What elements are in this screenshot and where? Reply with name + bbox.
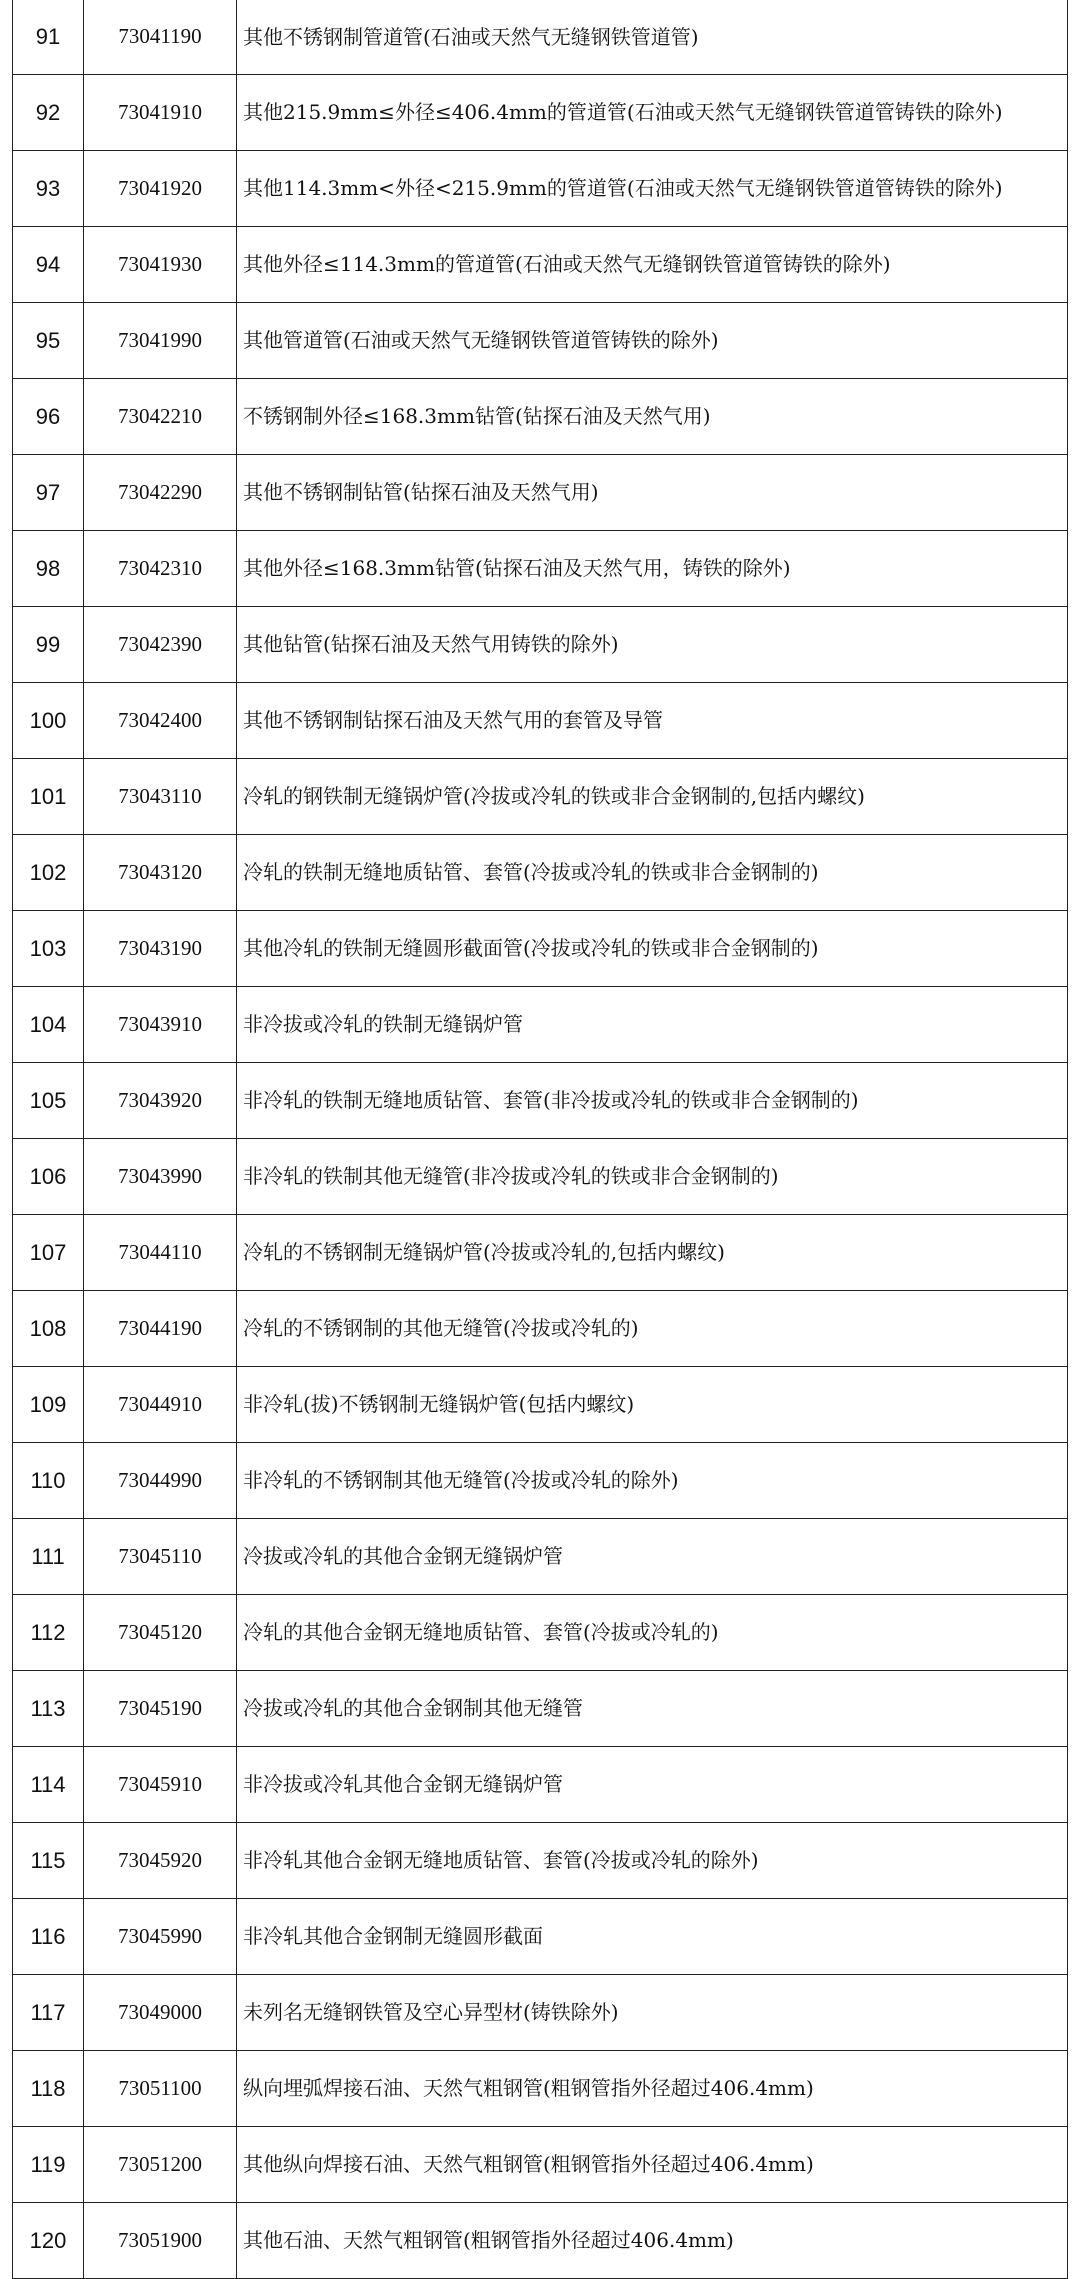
hs-code-cell: 73041990 [84, 303, 237, 379]
table-row [13, 531, 1068, 607]
description-cell: 非冷轧(拔)不锈钢制无缝锅炉管(包括内螺纹) [237, 1367, 1068, 1443]
row-number-cell: 107 [13, 1215, 84, 1291]
description-cell: 不锈钢制外径≤168.3mm钻管(钻探石油及天然气用) [237, 379, 1068, 455]
table-row [13, 0, 1068, 75]
row-number-cell: 93 [13, 151, 84, 227]
description-cell: 冷拔或冷轧的其他合金钢无缝锅炉管 [237, 1519, 1068, 1595]
table-row [13, 1139, 1068, 1215]
table-row [13, 227, 1068, 303]
hs-code-cell: 73042400 [84, 683, 237, 759]
row-number-cell: 115 [13, 1823, 84, 1899]
hs-code-cell: 73045120 [84, 1595, 237, 1671]
description-cell: 非冷轧的铁制其他无缝管(非冷拔或冷轧的铁或非合金钢制的) [237, 1139, 1068, 1215]
hs-code-cell: 73041930 [84, 227, 237, 303]
hs-code-cell: 73045990 [84, 1899, 237, 1975]
hs-code-cell: 73042390 [84, 607, 237, 683]
description-cell: 其他钻管(钻探石油及天然气用铸铁的除外) [237, 607, 1068, 683]
row-number-cell: 119 [13, 2127, 84, 2203]
table-row [13, 455, 1068, 531]
row-number-cell: 100 [13, 683, 84, 759]
table-row [13, 303, 1068, 379]
row-number-cell: 96 [13, 379, 84, 455]
hs-code-cell: 73042210 [84, 379, 237, 455]
hs-code-cell: 73044190 [84, 1291, 237, 1367]
description-cell: 其他冷轧的铁制无缝圆形截面管(冷拔或冷轧的铁或非合金钢制的) [237, 911, 1068, 987]
table-row [13, 1747, 1068, 1823]
hs-code-cell: 73045110 [84, 1519, 237, 1595]
table-row [13, 379, 1068, 455]
row-number-cell: 120 [13, 2203, 84, 2279]
description-cell: 冷轧的钢铁制无缝锅炉管(冷拔或冷轧的铁或非合金钢制的,包括内螺纹) [237, 759, 1068, 835]
table-row [13, 1291, 1068, 1367]
description-cell: 冷轧的不锈钢制的其他无缝管(冷拔或冷轧的) [237, 1291, 1068, 1367]
hs-code-cell: 73041920 [84, 151, 237, 227]
hs-code-cell: 73051100 [84, 2051, 237, 2127]
hs-code-cell: 73045920 [84, 1823, 237, 1899]
description-cell: 其他外径≤168.3mm钻管(钻探石油及天然气用，铸铁的除外) [237, 531, 1068, 607]
hs-code-cell: 73045190 [84, 1671, 237, 1747]
description-cell: 其他114.3mm<外径<215.9mm的管道管(石油或天然气无缝钢铁管道管铸铁的除外) [237, 151, 1068, 227]
description-cell: 非冷拔或冷轧其他合金钢无缝锅炉管 [237, 1747, 1068, 1823]
table-row [13, 2127, 1068, 2203]
row-number-cell: 105 [13, 1063, 84, 1139]
hs-code-cell: 73041190 [84, 0, 237, 75]
description-cell: 冷轧的不锈钢制无缝锅炉管(冷拔或冷轧的,包括内螺纹) [237, 1215, 1068, 1291]
hs-code-cell: 73041910 [84, 75, 237, 151]
row-number-cell: 103 [13, 911, 84, 987]
hs-code-cell: 73044990 [84, 1443, 237, 1519]
row-number-cell: 113 [13, 1671, 84, 1747]
description-cell: 其他215.9mm≤外径≤406.4mm的管道管(石油或天然气无缝钢铁管道管铸铁的除外) [237, 75, 1068, 151]
description-cell: 其他管道管(石油或天然气无缝钢铁管道管铸铁的除外) [237, 303, 1068, 379]
row-number-cell: 112 [13, 1595, 84, 1671]
hs-code-cell: 73045910 [84, 1747, 237, 1823]
description-cell: 冷拔或冷轧的其他合金钢制其他无缝管 [237, 1671, 1068, 1747]
table-row [13, 1975, 1068, 2051]
table-row [13, 2051, 1068, 2127]
description-cell: 其他外径≤114.3mm的管道管(石油或天然气无缝钢铁管道管铸铁的除外) [237, 227, 1068, 303]
table-row [13, 759, 1068, 835]
description-cell: 其他石油、天然气粗钢管(粗钢管指外径超过406.4mm) [237, 2203, 1068, 2279]
description-cell: 其他不锈钢制钻探石油及天然气用的套管及导管 [237, 683, 1068, 759]
table-row [13, 1671, 1068, 1747]
description-cell: 非冷拔或冷轧的铁制无缝锅炉管 [237, 987, 1068, 1063]
table-row [13, 1443, 1068, 1519]
row-number-cell: 104 [13, 987, 84, 1063]
description-cell: 非冷轧的不锈钢制其他无缝管(冷拔或冷轧的除外) [237, 1443, 1068, 1519]
row-number-cell: 111 [13, 1519, 84, 1595]
hs-code-cell: 73044110 [84, 1215, 237, 1291]
row-number-cell: 117 [13, 1975, 84, 2051]
hs-code-cell: 73042290 [84, 455, 237, 531]
row-number-cell: 91 [13, 0, 84, 75]
hs-code-cell: 73043110 [84, 759, 237, 835]
hs-code-cell: 73043120 [84, 835, 237, 911]
table-row [13, 683, 1068, 759]
hs-code-cell: 73051200 [84, 2127, 237, 2203]
hs-code-cell: 73043990 [84, 1139, 237, 1215]
description-cell: 其他不锈钢制管道管(石油或天然气无缝钢铁管道管) [237, 0, 1068, 75]
row-number-cell: 108 [13, 1291, 84, 1367]
table-row [13, 835, 1068, 911]
hs-code-cell: 73042310 [84, 531, 237, 607]
row-number-cell: 114 [13, 1747, 84, 1823]
description-cell: 冷轧的其他合金钢无缝地质钻管、套管(冷拔或冷轧的) [237, 1595, 1068, 1671]
row-number-cell: 92 [13, 75, 84, 151]
table-row [13, 1063, 1068, 1139]
description-cell: 未列名无缝钢铁管及空心异型材(铸铁除外) [237, 1975, 1068, 2051]
table-row [13, 1595, 1068, 1671]
row-number-cell: 116 [13, 1899, 84, 1975]
table-row [13, 911, 1068, 987]
row-number-cell: 109 [13, 1367, 84, 1443]
row-number-cell: 101 [13, 759, 84, 835]
row-number-cell: 102 [13, 835, 84, 911]
hs-code-cell: 73051900 [84, 2203, 237, 2279]
hs-code-cell: 73043910 [84, 987, 237, 1063]
row-number-cell: 94 [13, 227, 84, 303]
description-cell: 其他纵向焊接石油、天然气粗钢管(粗钢管指外径超过406.4mm) [237, 2127, 1068, 2203]
table-row [13, 1519, 1068, 1595]
description-cell: 非冷轧的铁制无缝地质钻管、套管(非冷拔或冷轧的铁或非合金钢制的) [237, 1063, 1068, 1139]
table-row [13, 1823, 1068, 1899]
hs-code-cell: 73049000 [84, 1975, 237, 2051]
description-cell: 非冷轧其他合金钢制无缝圆形截面 [237, 1899, 1068, 1975]
description-cell: 纵向埋弧焊接石油、天然气粗钢管(粗钢管指外径超过406.4mm) [237, 2051, 1068, 2127]
row-number-cell: 98 [13, 531, 84, 607]
table-row [13, 987, 1068, 1063]
row-number-cell: 110 [13, 1443, 84, 1519]
row-number-cell: 118 [13, 2051, 84, 2127]
row-number-cell: 99 [13, 607, 84, 683]
hs-code-cell: 73043920 [84, 1063, 237, 1139]
table-row [13, 75, 1068, 151]
table-row [13, 1367, 1068, 1443]
table-row [13, 2203, 1068, 2279]
hs-code-cell: 73044910 [84, 1367, 237, 1443]
table-body [13, 0, 1068, 2279]
description-cell: 冷轧的铁制无缝地质钻管、套管(冷拔或冷轧的铁或非合金钢制的) [237, 835, 1068, 911]
table-row [13, 1215, 1068, 1291]
description-cell: 非冷轧其他合金钢无缝地质钻管、套管(冷拔或冷轧的除外) [237, 1823, 1068, 1899]
table-row [13, 607, 1068, 683]
row-number-cell: 106 [13, 1139, 84, 1215]
table-row [13, 151, 1068, 227]
row-number-cell: 95 [13, 303, 84, 379]
row-number-cell: 97 [13, 455, 84, 531]
table-row [13, 1899, 1068, 1975]
hs-code-cell: 73043190 [84, 911, 237, 987]
tariff-code-table [12, 0, 1068, 2279]
description-cell: 其他不锈钢制钻管(钻探石油及天然气用) [237, 455, 1068, 531]
